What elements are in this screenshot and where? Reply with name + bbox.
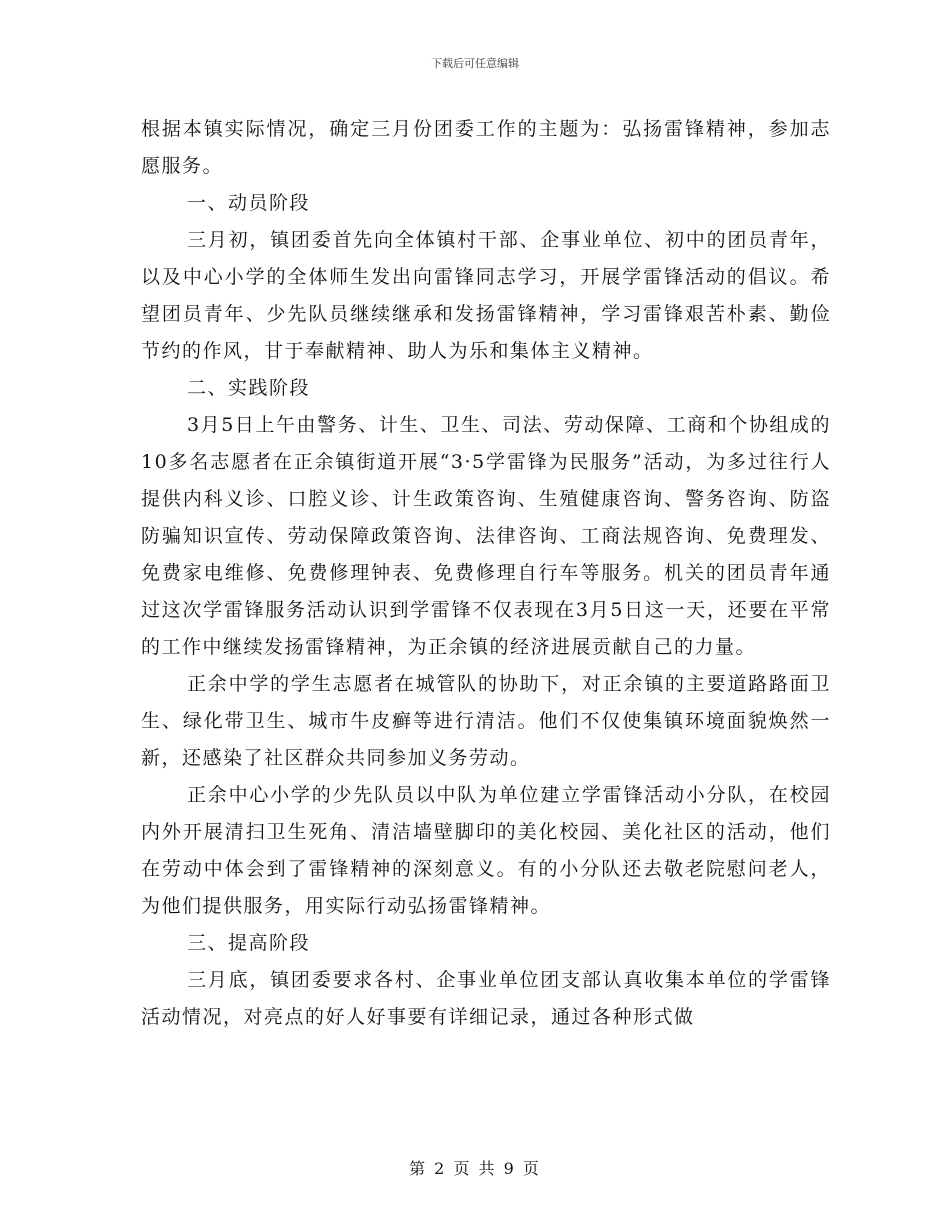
- paragraph-improvement: 三月底，镇团委要求各村、企事业单位团支部认真收集本单位的学雷锋活动情况，对亮点的好人好事要有详细记录，通过各种形式做: [141, 969, 831, 1028]
- paragraph-primary-school: 正余中心小学的少先队员以中队为单位建立学雷锋活动小分队，在校园内外开展清扫卫生死角、清洁墙壁脚印的美化校园、美化社区的活动，他们在劳动中体会到了雷锋精神的深刻意义。有的小分队还去敬老院慰问老人，为他们提供服务，用实际行动弘扬雷锋精神。: [141, 784, 831, 917]
- section-heading-improvement: 三、提高阶段: [187, 932, 311, 954]
- paragraph-mobilization: 三月初，镇团委首先向全体镇村干部、企事业单位、初中的团员青年，以及中心小学的全体师生发出向雷锋同志学习，开展学雷锋活动的倡议。希望团员青年、少先队员继续继承和发扬雷锋精神，学习雷锋艰苦朴素、勤俭节约的作风，甘于奉献精神、助人为乐和集体主义精神。: [141, 229, 831, 362]
- paragraph-march-5-activity: 3月5日上午由警务、计生、卫生、司法、劳动保障、工商和个协组成的10多名志愿者在正余镇街道开展“3·5学雷锋为民服务”活动，为多过往行人提供内科义诊、口腔义诊、计生政策咨询、生殖健康咨询、警务咨询、防盗防骗知识宣传、劳动保障政策咨询、法律咨询、工商法规咨询、免费理发、免费家电维修、免费修理钟表、免费修理自行车等服务。机关的团员青年通过这次学雷锋服务活动认识到学雷锋不仅表现在3月5日这一天，还要在平常的工作中继续发扬雷锋精神，为正余镇的经济进展贡献自己的力量。: [141, 414, 831, 658]
- paragraph-intro: 根据本镇实际情况，确定三月份团委工作的主题为：弘扬雷锋精神，参加志愿服务。: [141, 118, 831, 177]
- section-heading-practice: 二、实践阶段: [187, 377, 311, 399]
- document-body: [141, 111, 831, 1036]
- page-number: 第 2 页 共 9 页: [409, 1159, 541, 1178]
- page-header: 下载后可任意编辑: [431, 57, 519, 70]
- section-heading-mobilization: 一、动员阶段: [187, 192, 311, 214]
- paragraph-middle-school: 正余中学的学生志愿者在城管队的协助下，对正余镇的主要道路路面卫生、绿化带卫生、城市牛皮癣等进行清洁。他们不仅使集镇环境面貌焕然一新，还感染了社区群众共同参加义务劳动。: [141, 673, 831, 769]
